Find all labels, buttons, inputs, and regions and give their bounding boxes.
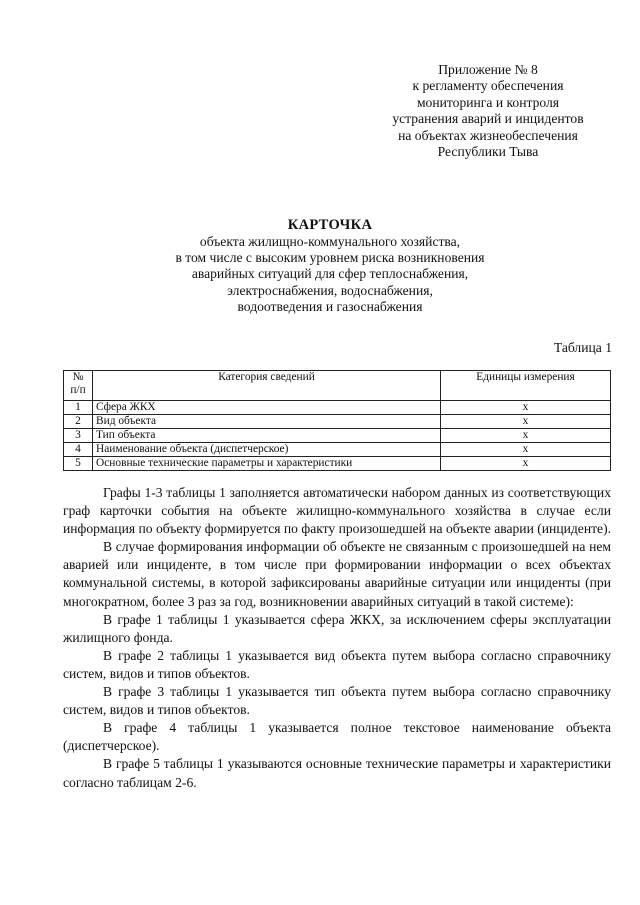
body-text	[63, 484, 611, 792]
card-subtitle-line: электроснабжения, водоснабжения,	[227, 282, 433, 298]
row-units: х	[441, 443, 611, 457]
appendix-line: к регламенту обеспечения	[412, 78, 564, 94]
paragraph: В графе 4 таблицы 1 указывается полное текстовое наименование объекта (диспетчерское).	[63, 720, 611, 754]
table-row	[64, 457, 611, 471]
table-header-row	[64, 371, 611, 401]
row-category: Вид объекта	[93, 415, 441, 429]
paragraph: В графе 3 таблицы 1 указывается тип объекта путем выбора согласно справочнику систем, видов и типов объектов.	[63, 684, 611, 718]
row-num: 2	[64, 415, 93, 429]
paragraph: В графе 2 таблицы 1 указывается вид объекта путем выбора согласно справочнику систем, видов и типов объектов.	[63, 647, 611, 681]
paragraph: В графе 5 таблицы 1 указываются основные технические параметры и характеристики согласно таблицам 2-6.	[63, 756, 611, 790]
card-subtitle-line: объекта жилищно-коммунального хозяйства,	[199, 234, 461, 249]
card-subtitle	[62, 234, 598, 315]
row-units: х	[441, 401, 611, 415]
appendix-line: Приложение № 8	[438, 62, 538, 77]
row-num: 1	[64, 401, 93, 415]
paragraph: Графы 1-3 таблицы 1 заполняется автоматически набором данных из соответствующих граф карточки события на объекте жилищно-коммунального хозяйства в случае если информация по объекту формируется по факту произошедшей на объекте аварии (инциденте).	[63, 485, 611, 537]
row-num: 5	[64, 457, 93, 471]
row-units: х	[441, 429, 611, 443]
row-units: х	[441, 457, 611, 471]
card-subtitle-line: в том числе с высоким уровнем риска возникновения	[175, 250, 485, 266]
table-row	[64, 401, 611, 415]
row-num: 3	[64, 429, 93, 443]
row-units: х	[441, 415, 611, 429]
table-row	[64, 429, 611, 443]
table-row	[64, 443, 611, 457]
paragraph: В случае формирования информации об объекте не связанным с произошедшей на нем аварией или инциденте, в том числе при формировании информации о всех объектах коммунальной системы, в которой зафиксированы аварийные ситуации или инциденты (при многократном, более 3 раз за год, возникновении аварийных ситуаций в такой системе):	[63, 539, 611, 609]
header-units: Единицы измерения	[441, 371, 611, 401]
header-num: № п/п	[64, 371, 93, 401]
row-category: Тип объекта	[93, 429, 441, 443]
info-table	[63, 370, 611, 471]
card-heading	[62, 216, 598, 315]
row-category: Основные технические параметры и характеристики	[93, 457, 441, 471]
card-title: КАРТОЧКА	[287, 217, 373, 233]
row-category: Сфера ЖКХ	[93, 401, 441, 415]
appendix-line: устранения аварий и инцидентов	[392, 111, 584, 127]
header-category: Категория сведений	[93, 371, 441, 401]
paragraph: В графе 1 таблицы 1 указывается сфера ЖКХ, за исключением сферы эксплуатации жилищного фонда.	[63, 611, 611, 645]
appendix-line: мониторинга и контроля	[416, 94, 560, 110]
table-label: Таблица 1	[553, 340, 612, 355]
row-num: 4	[64, 443, 93, 457]
row-category: Наименование объекта (диспетчерское)	[93, 443, 441, 457]
card-subtitle-line: водоотведения и газоснабжения	[237, 298, 423, 314]
appendix-note	[360, 62, 616, 160]
appendix-line: Республики Тыва	[437, 144, 539, 160]
appendix-line: на объектах жизнеобеспечения	[398, 127, 578, 143]
table-row	[64, 415, 611, 429]
card-subtitle-line: аварийных ситуаций для сфер теплоснабжения,	[191, 266, 469, 282]
